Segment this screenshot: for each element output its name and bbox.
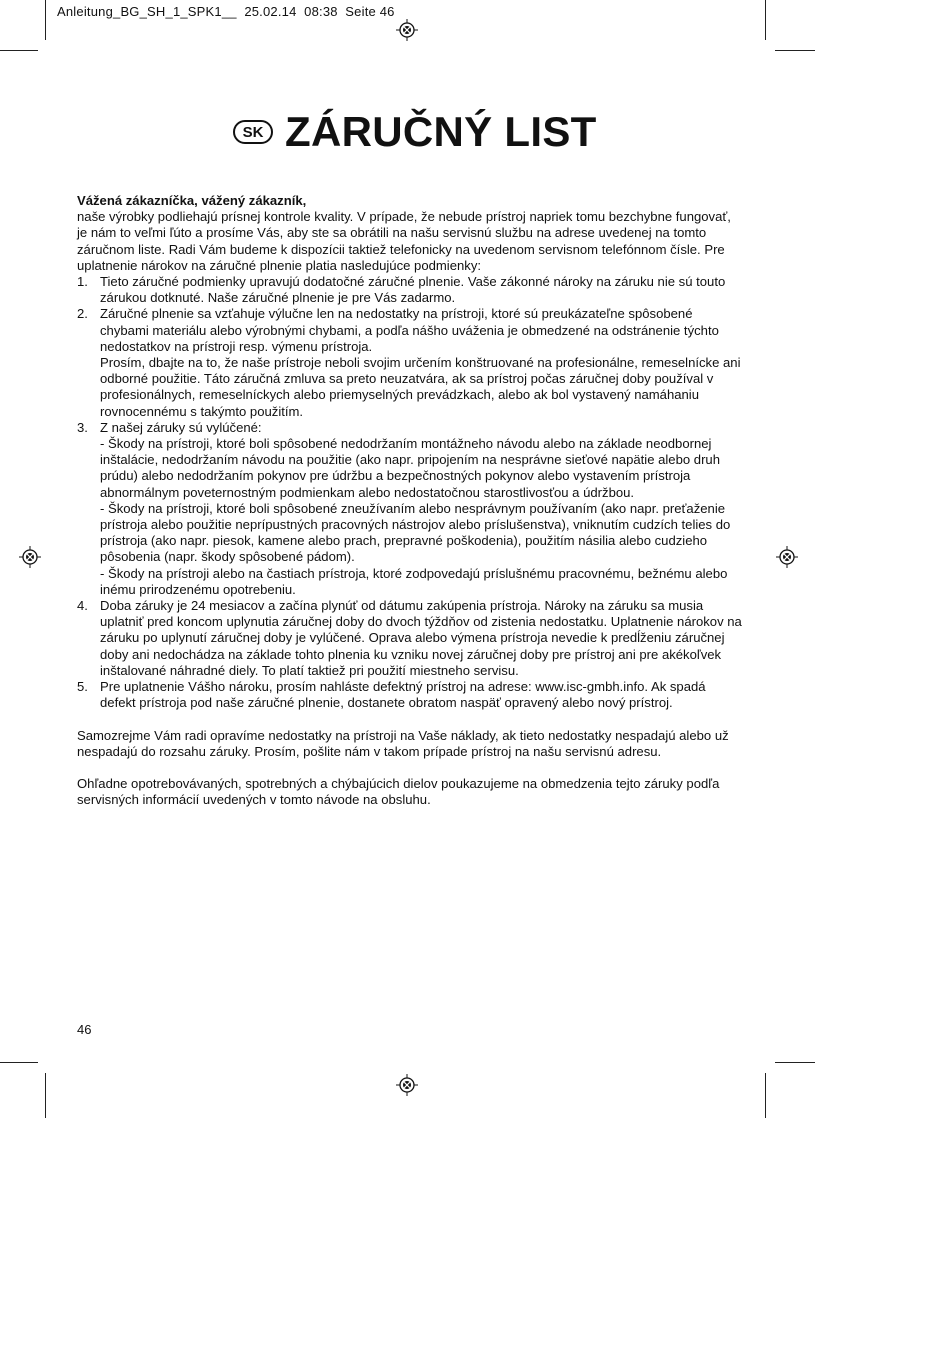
greeting: Vážená zákazníčka, vážený zákazník, — [77, 193, 307, 208]
item-number: 4. — [77, 598, 88, 614]
condition-item — [77, 679, 743, 711]
item-paragraph: - Škody na prístroji, ktoré boli spôsobené zneužívaním alebo nesprávnym používaním (ako napr. preťaženie prístroja alebo použitie neprípustných pracovných nástrojov alebo príslušenstva), vniknutím cudzích telies do prístroja (ako napr. piesok, kamene alebo prach, prepravné poškodenia), použitím násilia alebo cudzieho pôsobenia (napr. škody spôsobené pádom). — [100, 500, 731, 565]
crop-mark — [0, 1062, 38, 1063]
item-paragraph: - Škody na prístroji, ktoré boli spôsobené nedodržaním montážneho návodu alebo na základe neodbornej inštalácie, nedodržaním návodu na použitie (ako napr. pripojením na nesprávne sieťové napätie alebo druh prúdu) alebo nedodržaním pokynov pre údržbu a bezpečnostných pokynov alebo vystavením prístroja abnormálnym poveternostným podmienkam alebo nedostatočnou starostlivosťou a údržbou. — [100, 436, 720, 500]
crop-mark — [0, 50, 38, 51]
crop-mark — [775, 1062, 815, 1063]
item-paragraph: Z našej záruky sú vylúčené: — [100, 419, 262, 435]
closing-paragraph: Ohľadne opotrebovávaných, spotrebných a chýbajúcich dielov poukazujeme na obmedzenia tejto záruky podľa servisných informácií uvedených v tomto návode na obsluhu. — [77, 776, 720, 808]
registration-mark-icon — [776, 546, 798, 568]
spacer — [77, 760, 743, 776]
closing-paragraph: Samozrejme Vám radi opravíme nedostatky na prístroji na Vaše náklady, ak tieto nedostatky nespadajú alebo už nespadajú do rozsahu záruky. Prosím, pošlite nám v takom prípade prístroj na našu servisnú adresu. — [77, 727, 729, 759]
language-badge: SK — [233, 120, 273, 144]
page-number: 46 — [77, 1022, 92, 1037]
item-number: 2. — [77, 306, 88, 322]
crop-mark — [765, 0, 766, 40]
page-title-block — [233, 108, 597, 156]
crop-mark — [45, 1073, 46, 1118]
crop-mark — [45, 0, 46, 40]
print-slug: Anleitung_BG_SH_1_SPK1__ 25.02.14 08:38 Seite 46 — [57, 4, 395, 19]
item-number: 3. — [77, 419, 88, 435]
registration-mark-icon — [396, 19, 418, 41]
item-paragraph: Prosím, dbajte na to, že naše prístroje neboli svojim určením konštruované na profesionálne, remeselnícke ani odborné použitie. Táto záručná zmluva sa preto neuzatvára, ak sa prístroj počas záručnej doby používal v profesionálnych, remeselníckych alebo priemyselných prevádzkach, alebo ak bol vystavený namáhaniu rovnocennému s takýmto použitím. — [100, 355, 741, 419]
intro-paragraph: naše výrobky podliehajú prísnej kontrole kvality. V prípade, že nebude prístroj napriek tomu bezchybne fungovať, je nám to veľmi ľúto a prosíme Vás, aby ste sa obrátili na našu servisnú službu na adrese uvedenej na tomto záručnom liste. Radi Vám budeme k dispozícii taktiež telefonicky na uvedenom servisnom telefónnom čísle. Pre uplatnenie nárokov na záručné plnenie platia nasledujúce podmienky: — [77, 209, 731, 273]
item-paragraph: Pre uplatnenie Vášho nároku, prosím nahláste defektný prístroj na adrese: www.isc-gmbh.info. Ak spadá defekt prístroja pod naše záručné plnenie, dostanete obratom naspäť opravený alebo nový prístroj. — [100, 679, 706, 711]
registration-mark-icon — [396, 1074, 418, 1096]
warranty-text — [77, 193, 743, 809]
item-paragraph: Záručné plnenie sa vzťahuje výlučne len na nedostatky na prístroji, ktoré sú preukázateľne spôsobené chybami materiálu alebo výrobnými chybami, a podľa nášho uváženia je obmedzené na odstránenie týchto nedostatkov na prístroji resp. výmenu prístroja. — [100, 306, 719, 354]
page-title: ZÁRUČNÝ LIST — [285, 108, 597, 155]
item-number: 5. — [77, 679, 88, 695]
condition-item — [77, 274, 743, 306]
item-paragraph: Tieto záručné podmienky upravujú dodatočné záručné plnenie. Vaše zákonné nároky na záruku nie sú touto zárukou dotknuté. Naše záručné plnenie je pre Vás zadarmo. — [100, 274, 726, 306]
crop-mark — [775, 50, 815, 51]
condition-item — [77, 306, 743, 419]
condition-item — [77, 598, 743, 679]
condition-item — [77, 420, 743, 598]
registration-mark-icon — [19, 546, 41, 568]
item-paragraph: - Škody na prístroji alebo na častiach prístroja, ktoré zodpovedajú príslušnému pracovnému, bežnému alebo inému prirodzenému opotrebeniu. — [100, 565, 728, 597]
item-paragraph: Doba záruky je 24 mesiacov a začína plynúť od dátumu zakúpenia prístroja. Nároky na záruku sa musia uplatniť pred koncom uplynutia záručnej doby do dvoch týždňov od zistenia nedostatku. Uplatnenie nárokov na záruku po uplynutí záručnej doby je vylúčené. Oprava alebo výmena prístroja nevedie k predĺženiu záručnej doby ani nedochádza na základe tohto plnenia ku vzniku novej záručnej doby pre prístroj ani pre akékoľvek inštalované náhradné diely. To platí taktiež pri použití miestneho servisu. — [100, 598, 742, 678]
spacer — [77, 712, 743, 728]
item-number: 1. — [77, 274, 88, 290]
crop-mark — [765, 1073, 766, 1118]
